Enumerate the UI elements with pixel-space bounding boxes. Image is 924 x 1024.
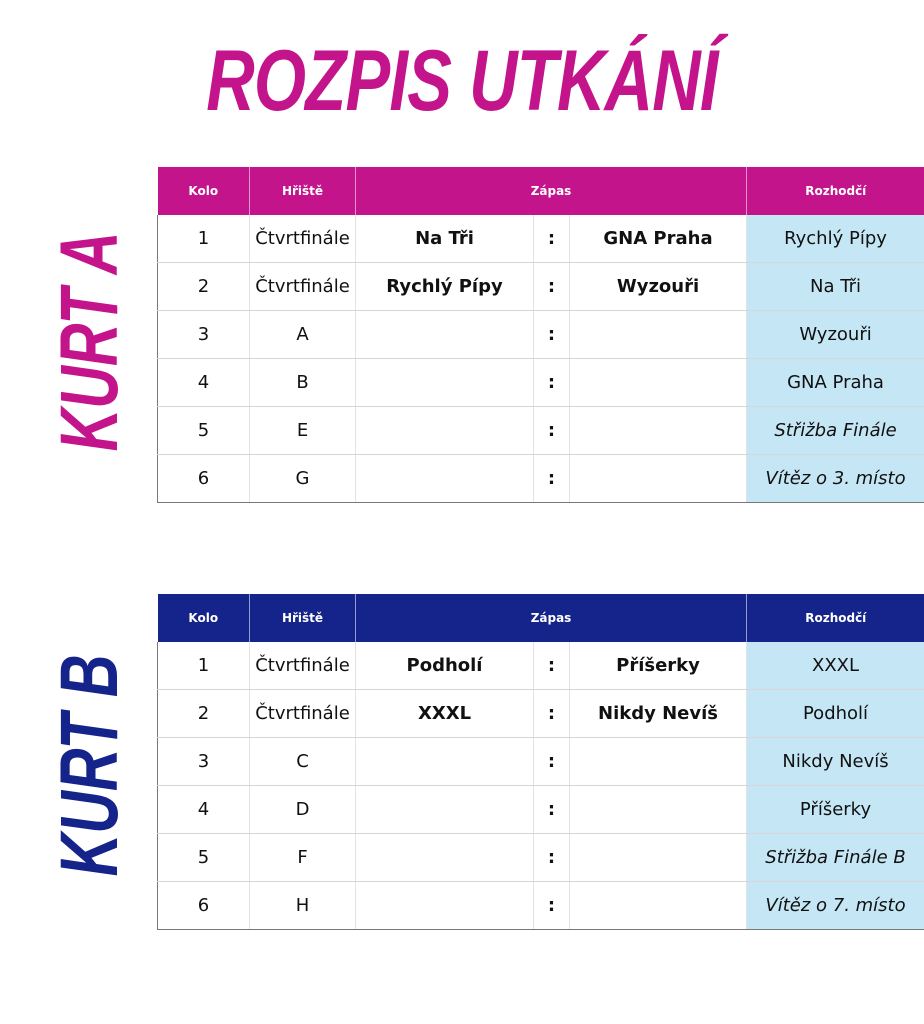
- header-match: Zápas: [356, 167, 747, 215]
- table-row: [158, 263, 924, 311]
- kurt-b-label: KURT B: [44, 654, 135, 877]
- table-row: [158, 690, 924, 738]
- away-team-cell: [570, 882, 747, 930]
- kurt-a-label: KURT A: [44, 231, 135, 452]
- referee-cell: Střižba Finále: [747, 407, 924, 455]
- score-separator: :: [534, 690, 570, 738]
- referee-cell: Vítěz o 3. místo: [747, 455, 924, 503]
- header-round: Kolo: [158, 167, 250, 215]
- home-team-cell: [356, 455, 534, 503]
- round-cell: 1: [158, 642, 250, 690]
- header-court: Hřiště: [250, 167, 356, 215]
- table-row: [158, 407, 924, 455]
- home-team-cell: [356, 882, 534, 930]
- round-cell: 2: [158, 263, 250, 311]
- score-separator: :: [534, 786, 570, 834]
- round-cell: 3: [158, 311, 250, 359]
- score-separator: :: [534, 311, 570, 359]
- score-separator: :: [534, 359, 570, 407]
- referee-cell: Příšerky: [747, 786, 924, 834]
- header-court: Hřiště: [250, 594, 356, 642]
- table-row: [158, 642, 924, 690]
- round-cell: 4: [158, 359, 250, 407]
- home-team-cell: XXXL: [356, 690, 534, 738]
- away-team-cell: [570, 407, 747, 455]
- score-separator: :: [534, 263, 570, 311]
- referee-cell: Na Tři: [747, 263, 924, 311]
- page-title: ROZPIS UTKÁNÍ: [206, 33, 718, 129]
- court-cell: F: [250, 834, 356, 882]
- home-team-cell: [356, 834, 534, 882]
- header-referee: Rozhodčí: [747, 594, 924, 642]
- court-cell: B: [250, 359, 356, 407]
- round-cell: 6: [158, 882, 250, 930]
- referee-cell: Nikdy Nevíš: [747, 738, 924, 786]
- court-cell: D: [250, 786, 356, 834]
- referee-cell: Podholí: [747, 690, 924, 738]
- away-team-cell: Nikdy Nevíš: [570, 690, 747, 738]
- table-row: [158, 882, 924, 930]
- table-row: [158, 738, 924, 786]
- home-team-cell: Podholí: [356, 642, 534, 690]
- score-separator: :: [534, 455, 570, 503]
- away-team-cell: [570, 738, 747, 786]
- court-cell: G: [250, 455, 356, 503]
- home-team-cell: [356, 738, 534, 786]
- referee-cell: Wyzouři: [747, 311, 924, 359]
- home-team-cell: [356, 407, 534, 455]
- round-cell: 2: [158, 690, 250, 738]
- score-separator: :: [534, 882, 570, 930]
- table-header-row: [158, 167, 924, 215]
- kurt-b-schedule-table: [157, 594, 924, 930]
- court-cell: C: [250, 738, 356, 786]
- referee-cell: Střižba Finále B: [747, 834, 924, 882]
- court-cell: Čtvrtfinále: [250, 263, 356, 311]
- away-team-cell: [570, 455, 747, 503]
- away-team-cell: Příšerky: [570, 642, 747, 690]
- referee-cell: Vítěz o 7. místo: [747, 882, 924, 930]
- round-cell: 3: [158, 738, 250, 786]
- score-separator: :: [534, 215, 570, 263]
- court-cell: A: [250, 311, 356, 359]
- header-round: Kolo: [158, 594, 250, 642]
- table-row: [158, 311, 924, 359]
- court-cell: Čtvrtfinále: [250, 215, 356, 263]
- round-cell: 6: [158, 455, 250, 503]
- away-team-cell: [570, 834, 747, 882]
- away-team-cell: GNA Praha: [570, 215, 747, 263]
- referee-cell: GNA Praha: [747, 359, 924, 407]
- away-team-cell: [570, 786, 747, 834]
- header-referee: Rozhodčí: [747, 167, 924, 215]
- kurt-a-schedule-table: [157, 167, 924, 503]
- table-row: [158, 455, 924, 503]
- away-team-cell: [570, 311, 747, 359]
- table-row: [158, 359, 924, 407]
- score-separator: :: [534, 738, 570, 786]
- court-cell: E: [250, 407, 356, 455]
- home-team-cell: Na Tři: [356, 215, 534, 263]
- referee-cell: Rychlý Pípy: [747, 215, 924, 263]
- table-row: [158, 834, 924, 882]
- table-row: [158, 215, 924, 263]
- score-separator: :: [534, 834, 570, 882]
- court-cell: Čtvrtfinále: [250, 642, 356, 690]
- round-cell: 5: [158, 407, 250, 455]
- round-cell: 5: [158, 834, 250, 882]
- round-cell: 4: [158, 786, 250, 834]
- away-team-cell: [570, 359, 747, 407]
- score-separator: :: [534, 642, 570, 690]
- court-cell: Čtvrtfinále: [250, 690, 356, 738]
- round-cell: 1: [158, 215, 250, 263]
- header-match: Zápas: [356, 594, 747, 642]
- home-team-cell: Rychlý Pípy: [356, 263, 534, 311]
- home-team-cell: [356, 311, 534, 359]
- away-team-cell: Wyzouři: [570, 263, 747, 311]
- table-header-row: [158, 594, 924, 642]
- score-separator: :: [534, 407, 570, 455]
- home-team-cell: [356, 359, 534, 407]
- court-cell: H: [250, 882, 356, 930]
- home-team-cell: [356, 786, 534, 834]
- table-row: [158, 786, 924, 834]
- referee-cell: XXXL: [747, 642, 924, 690]
